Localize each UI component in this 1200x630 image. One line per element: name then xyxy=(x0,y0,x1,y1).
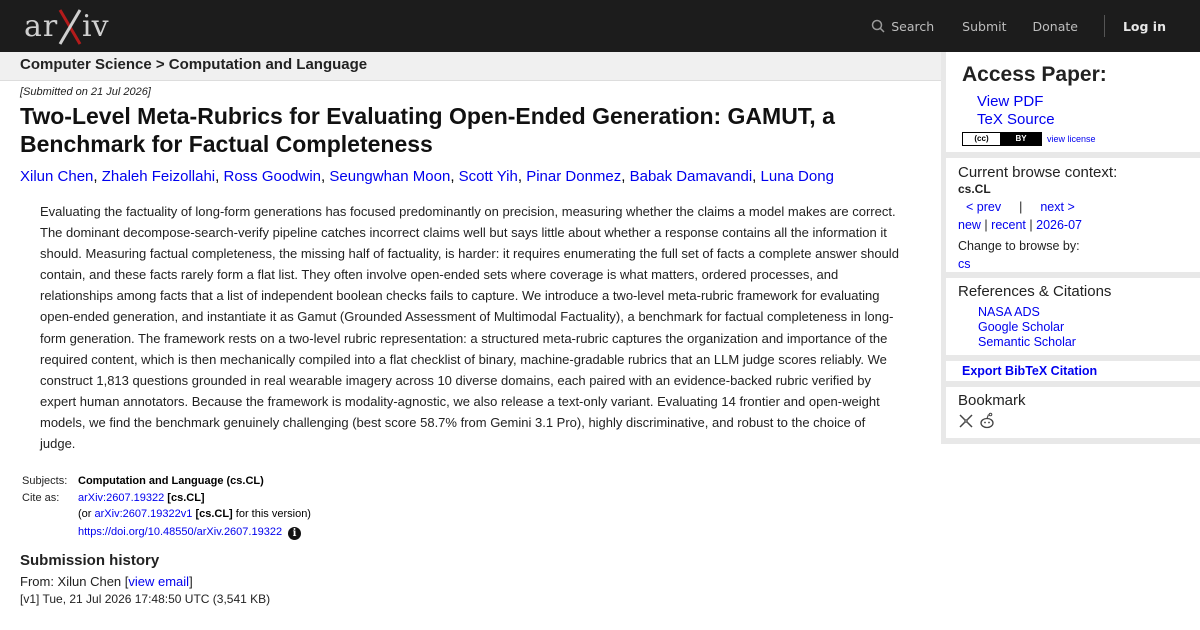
context-nav xyxy=(966,200,1075,214)
author-separator: , xyxy=(215,168,224,185)
cite-category: [cs.CL] xyxy=(167,492,205,505)
browse-context-panel xyxy=(946,158,1200,272)
bibsonomy-icon[interactable] xyxy=(958,412,974,428)
from-suffix: ] xyxy=(189,574,193,590)
author-separator: , xyxy=(517,168,527,185)
references-panel xyxy=(946,278,1200,355)
paper-main xyxy=(20,86,900,606)
tex-source-link[interactable]: TeX Source xyxy=(977,111,1055,128)
subjects-value: Computation and Language (cs.CL) xyxy=(78,475,264,488)
view-pdf-link[interactable]: View PDF xyxy=(977,93,1044,110)
author-separator: , xyxy=(621,168,630,185)
author-separator: , xyxy=(93,168,102,185)
author-link[interactable]: Ross Goodwin xyxy=(223,168,322,185)
version-link[interactable]: arXiv:2607.19322v1 xyxy=(94,508,193,521)
svg-text:iv: iv xyxy=(82,9,109,44)
listing-pipe-1: | xyxy=(984,218,988,232)
context-listing-row xyxy=(958,218,1082,232)
author-link[interactable]: Scott Yih xyxy=(458,168,518,185)
export-bibtex-link[interactable]: Export BibTeX Citation xyxy=(962,364,1098,378)
subjects-row xyxy=(22,474,311,491)
search-label: Search xyxy=(891,18,935,34)
cite-link[interactable]: arXiv:2607.19322 xyxy=(78,492,165,505)
doi-row xyxy=(78,526,311,540)
paper-title: Two-Level Meta-Rubrics for Evaluating Open-Ended Generation: GAMUT, a Benchmark for Factual Completeness xyxy=(20,103,835,157)
breadcrumb: Computer Science > Computation and Language xyxy=(0,52,941,81)
context-heading: Current browse context: xyxy=(958,164,1118,181)
listing-pipe-2: | xyxy=(1029,218,1033,232)
author-link[interactable]: Pinar Donmez xyxy=(526,168,622,185)
author-link[interactable]: Babak Damavandi xyxy=(629,168,753,185)
bookmark-heading: Bookmark xyxy=(958,392,1026,409)
author-link[interactable]: Zhaleh Feizollahi xyxy=(101,168,216,185)
references-heading: References & Citations xyxy=(958,283,1112,300)
top-bar xyxy=(0,0,1200,52)
author-link[interactable]: Xilun Chen xyxy=(20,168,94,185)
reddit-icon[interactable] xyxy=(978,412,996,430)
abstract: Evaluating the factuality of long-form generations has focused predominantly on precision, measuring whether the claims a model makes are correct. The dominant decompose-search-verify pipeline catches incorrect claims well but says little about whether a response contains all the information it should. Measuring factual completeness, the missing half of factuality, is harder: it requires enumerating the full set of facts a complete answer should contain, and these facts rarely form a flat list. They often involve open-ended sets where coverage is what matters, ordered processes, and relationships among facts that a list of independent boolean checks fails to capture. We introduce a two-level meta-rubric framework for evaluating open-ended generation, and instantiate it as Gamut (Grounded Assessment of Multimodal Factuality), a benchmark for factual completeness in long-form generation. The framework rests on a two-level rubric representation: a structured meta-rubric captures the organization and importance of the required content, which is then mechanically compiled into a flat checklist of binary, machine-gradable rubrics that an LLM judge scores reliably. We construct 1,813 questions grounded in real wearable imagery across 10 diverse domains, each paired with an evidence-backed rubric verified by expert human annotators. Because the framework is modality-agnostic, we also release a text-only variant. Evaluating 14 frontier and open-weight models, we find the benchmark genuinely challenging (best score 58.7% from Gemini 3.1 Pro), highly discriminative, and robust to the choice of judge. xyxy=(40,204,899,452)
cc-badge-left: (cc) xyxy=(963,133,1001,145)
sidebar xyxy=(941,52,1200,444)
arxiv-logo[interactable] xyxy=(24,6,114,46)
version-cite xyxy=(78,508,311,520)
search-icon xyxy=(871,19,885,33)
subjects-label: Subjects: xyxy=(22,475,68,488)
bookmark-icons xyxy=(958,412,996,430)
change-browse-label: Change to browse by: xyxy=(958,239,1080,253)
cite-value xyxy=(78,491,311,544)
license-row xyxy=(962,132,1096,146)
cite-row xyxy=(22,491,311,544)
author-link[interactable]: Seungwhan Moon xyxy=(329,168,451,185)
nasa-ads-link[interactable]: NASA ADS xyxy=(978,305,1040,319)
access-paper-panel xyxy=(946,52,1200,152)
version-history-line: [v1] Tue, 21 Jul 2026 17:48:50 UTC (3,541 KB) xyxy=(20,592,271,607)
author-link[interactable]: Luna Dong xyxy=(760,168,834,185)
nav-pipe: | xyxy=(1019,200,1023,214)
from-prefix: From: Xilun Chen [ xyxy=(20,574,129,590)
nav-divider xyxy=(1104,15,1105,37)
view-license-link[interactable]: view license xyxy=(1047,134,1096,144)
submission-history-heading: Submission history xyxy=(20,552,160,570)
cc-badge-right: BY xyxy=(1001,133,1041,145)
version-prefix: (or xyxy=(78,508,92,521)
svg-text:ar: ar xyxy=(24,9,59,44)
semantic-scholar-link[interactable]: Semantic Scholar xyxy=(978,335,1076,349)
author-separator: , xyxy=(450,168,459,185)
search-button[interactable] xyxy=(871,19,934,34)
version-category: [cs.CL] xyxy=(195,508,233,521)
metadata-table xyxy=(22,474,311,544)
prev-link[interactable]: < prev xyxy=(966,200,1002,214)
info-icon[interactable]: i xyxy=(288,527,301,540)
author-separator: , xyxy=(321,168,330,185)
submission-date: [Submitted on 21 Jul 2026] xyxy=(20,86,151,98)
doi-link[interactable]: https://doi.org/10.48550/arXiv.2607.19322 xyxy=(78,526,283,539)
login-link[interactable]: Log in xyxy=(1122,18,1166,34)
next-link[interactable]: next > xyxy=(1040,200,1075,214)
references-links xyxy=(978,305,1076,350)
version-suffix: for this version) xyxy=(235,508,311,521)
access-links xyxy=(977,93,1055,129)
new-link[interactable]: new xyxy=(958,218,981,232)
view-email-link[interactable]: view email xyxy=(128,574,190,590)
bookmark-panel xyxy=(946,387,1200,438)
recent-link[interactable]: recent xyxy=(991,218,1026,232)
submit-link[interactable]: Submit xyxy=(962,18,1007,34)
bibtex-panel xyxy=(946,361,1200,381)
donate-link[interactable]: Donate xyxy=(1032,18,1078,34)
author-list xyxy=(20,167,900,187)
month-link[interactable]: 2026-07 xyxy=(1036,218,1082,232)
from-line xyxy=(20,574,900,589)
google-scholar-link[interactable]: Google Scholar xyxy=(978,320,1065,334)
cite-label: Cite as: xyxy=(22,492,60,505)
top-nav xyxy=(871,0,1200,52)
access-heading: Access Paper: xyxy=(962,63,1107,86)
author-separator: , xyxy=(752,168,761,185)
cc-by-license-icon[interactable] xyxy=(962,132,1042,146)
cs-link[interactable]: cs xyxy=(958,257,971,271)
context-category: cs.CL xyxy=(958,182,991,196)
